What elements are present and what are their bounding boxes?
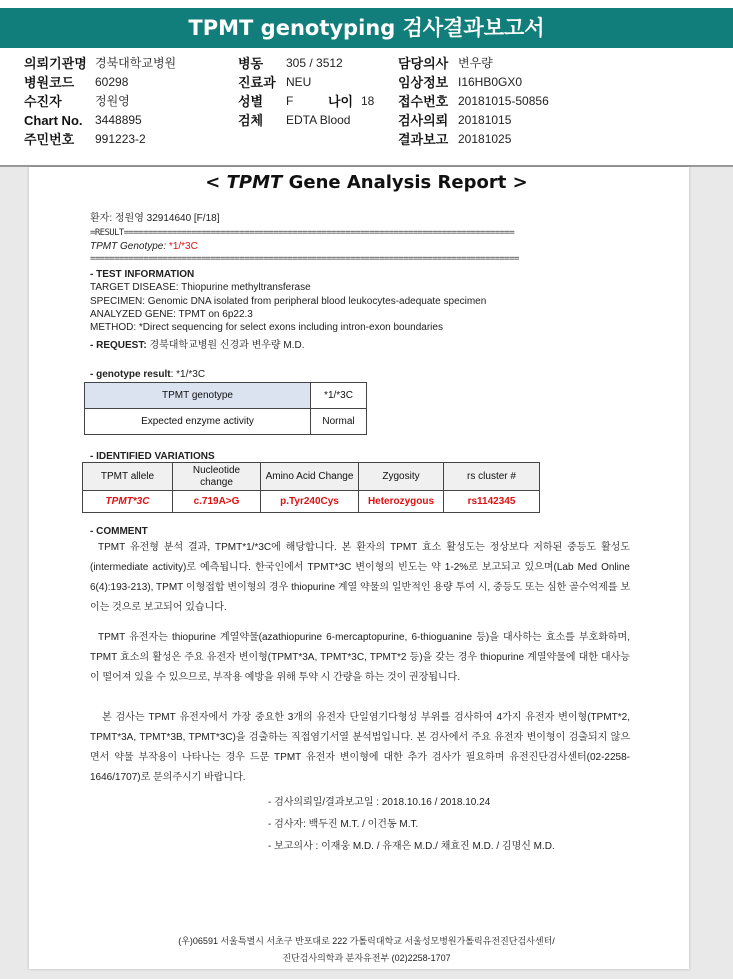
genotype-label: TPMT Genotype: — [90, 241, 169, 252]
footer-doctors: - 보고의사 : 이재웅 M.D. / 유재은 M.D./ 채효진 M.D. / 김명신 M.D. — [268, 841, 555, 852]
info-label: 검사의뢰 — [398, 113, 449, 128]
report-footer-list — [268, 792, 555, 858]
footer-dates: - 검사의뢰일/결과보고일 : 2018.10.16 / 2018.10.24 — [268, 797, 491, 808]
info-value: NEU — [286, 75, 312, 89]
result-divider: =RESULT================================================================================= — [90, 228, 515, 238]
request-value: 경북대학교병원 신경과 변우량 M.D. — [146, 340, 305, 351]
info-row — [0, 130, 733, 149]
info-value: 변우량 — [458, 56, 493, 70]
var-header-amino: Amino Acid Change — [261, 463, 359, 491]
genotype-value: *1/*3C — [168, 241, 198, 252]
info-value: 305 / 3512 — [286, 56, 343, 70]
age-value: 18 — [361, 94, 375, 108]
variations-table — [82, 462, 540, 513]
info-label: 의뢰기관명 — [24, 56, 87, 71]
comment-paragraph-1: TPMT 유전형 분석 결과, TPMT*1/*3C에 해당합니다. 본 환자의 TPMT 효소 활성도는 정상보다 저하된 중등도 활성도(intermediate activity)로 예측됩니다. 한국인에서 TPMT*3C 변이형의 빈도는 약 1-2%로 보고되고 있으며(Lab Med Online 6(4):193-213), TPMT 이형접합 변이형의 경우 thiopurine 계열 약물의 일반적인 용량 투여 시, 중등도 또는 심한 골수억제를 보이는 것으로 보고되어 있습니다. — [90, 542, 630, 613]
info-value: 20181025 — [458, 132, 512, 146]
comment-paragraph-3: 본 검사는 TPMT 유전자에서 가장 중요한 3개의 유전자 단일염기다형성 부위를 검사하여 4가지 유전자 변이형(TPMT*2, TPMT*3A, TPMT*3B, TPMT*3C)을 검출하는 직접염기서열 분석법입니다. 본 검사에서 주요 유전자 변이형이 검출되지 않으면서 약물 부작용이 나타나는 경우 드문 TPMT 유전자 변이형에 대한 추가 검사가 필요하며 유전진단검사센터(02-2258-1646/1707)로 문의주시기 바랍니다. — [90, 712, 630, 783]
age-label: 나이 — [328, 94, 354, 109]
var-nucleotide: c.719A>G — [173, 491, 261, 513]
var-allele: TPMT*3C — [83, 491, 173, 513]
genotype-table-key: TPMT genotype — [85, 383, 311, 409]
info-label: 접수번호 — [398, 94, 449, 109]
info-label: 담당의사 — [398, 56, 449, 71]
info-label: 주민번호 — [24, 132, 75, 147]
info-label: 진료과 — [238, 75, 276, 90]
info-label: 수진자 — [24, 94, 62, 109]
patient-info-panel — [0, 48, 733, 167]
genotype-table — [84, 382, 367, 435]
info-value: I16HB0GX0 — [458, 75, 523, 89]
report-title — [0, 172, 733, 193]
info-row — [0, 73, 733, 92]
info-value: EDTA Blood — [286, 113, 351, 127]
info-value: 60298 — [95, 75, 129, 89]
info-row — [0, 111, 733, 130]
info-value: 991223-2 — [95, 132, 146, 146]
report-title-suffix: Gene Analysis Report > — [282, 172, 528, 193]
footer-testers: - 검사자: 백두진 M.T. / 이건동 M.T. — [268, 819, 419, 830]
genotype-table-value: *1/*3C — [311, 383, 367, 409]
var-rs: rs1142345 — [444, 491, 540, 513]
report-header-title: TPMT genotyping 검사결과보고서 — [0, 8, 733, 48]
genotype-result-line — [90, 368, 205, 381]
comment-paragraph-2: TPMT 유전자는 thiopurine 계열약물(azathiopurine 6-mercaptopurine, 6-thioguanine 등)을 대사하는 효소를 부호화하며, TPMT 효소의 활성은 주요 유전자 변이형(TPMT*3A, TPMT*3C, TPMT*2 등)을 갖는 경우 thiopurine 계열약물에 대한 대사능이 떨어져 있을 수 있으므로, 부작용 예방을 위해 투약 시 간량을 하는 것이 권장됩니다. — [90, 632, 630, 683]
info-value: 20181015-50856 — [458, 94, 549, 108]
result-divider-2: ========================================================================================= — [90, 254, 519, 264]
genotype-result-value: : *1/*3C — [170, 369, 206, 380]
info-label: Chart No. — [24, 113, 83, 128]
genotype-result-label: - genotype result — [90, 369, 171, 380]
var-header-nucleotide: Nucleotide change — [173, 463, 261, 491]
info-value: F — [286, 94, 294, 108]
address-line-1: (우)06591 서울특별시 서초구 반포대로 222 가톨릭대학교 서울성모병원가톨릭유전진단검사센터/ — [178, 936, 555, 946]
comment-heading: - COMMENT — [90, 526, 148, 537]
request-label: - REQUEST: — [90, 340, 147, 351]
specimen: SPECIMEN: Genomic DNA isolated from peripheral blood leukocytes-adequate specimen — [90, 296, 487, 307]
patient-line: 환자: 정원영 32914640 [F/18] — [90, 213, 220, 224]
request-line — [90, 339, 304, 352]
var-header-zygosity: Zygosity — [359, 463, 444, 491]
genotype-line — [90, 240, 198, 253]
info-value: 경북대학교병원 — [95, 56, 177, 70]
info-label: 병원코드 — [24, 75, 75, 90]
info-row — [0, 92, 733, 111]
var-amino: p.Tyr240Cys — [261, 491, 359, 513]
enzyme-activity-value: Normal — [311, 409, 367, 435]
info-label: 검체 — [238, 113, 264, 128]
var-header-rs: rs cluster # — [444, 463, 540, 491]
test-info-heading: - TEST INFORMATION — [90, 269, 195, 280]
method: METHOD: *Direct sequencing for select exons including intron-exon boundaries — [90, 322, 443, 333]
info-label: 임상정보 — [398, 75, 449, 90]
info-value: 정원영 — [95, 94, 130, 108]
info-label: 결과보고 — [398, 132, 449, 147]
analyzed-gene: ANALYZED GENE: TPMT on 6p22.3 — [90, 309, 253, 320]
address-line-2: 진단검사의학과 분자유전부 (02)2258-1707 — [282, 953, 451, 963]
info-label: 병동 — [238, 56, 264, 71]
target-disease: TARGET DISEASE: Thiopurine methyltransferase — [90, 282, 311, 293]
var-header-allele: TPMT allele — [83, 463, 173, 491]
report-title-prefix: < — [205, 172, 227, 193]
info-value: 3448895 — [95, 113, 142, 127]
identified-variations-heading: - IDENTIFIED VARIATIONS — [90, 451, 215, 462]
enzyme-activity-key: Expected enzyme activity — [85, 409, 311, 435]
info-label: 성별 — [238, 94, 264, 109]
info-row — [0, 54, 733, 73]
info-value: 20181015 — [458, 113, 512, 127]
var-zygosity: Heterozygous — [359, 491, 444, 513]
report-title-gene: TPMT — [226, 172, 283, 193]
